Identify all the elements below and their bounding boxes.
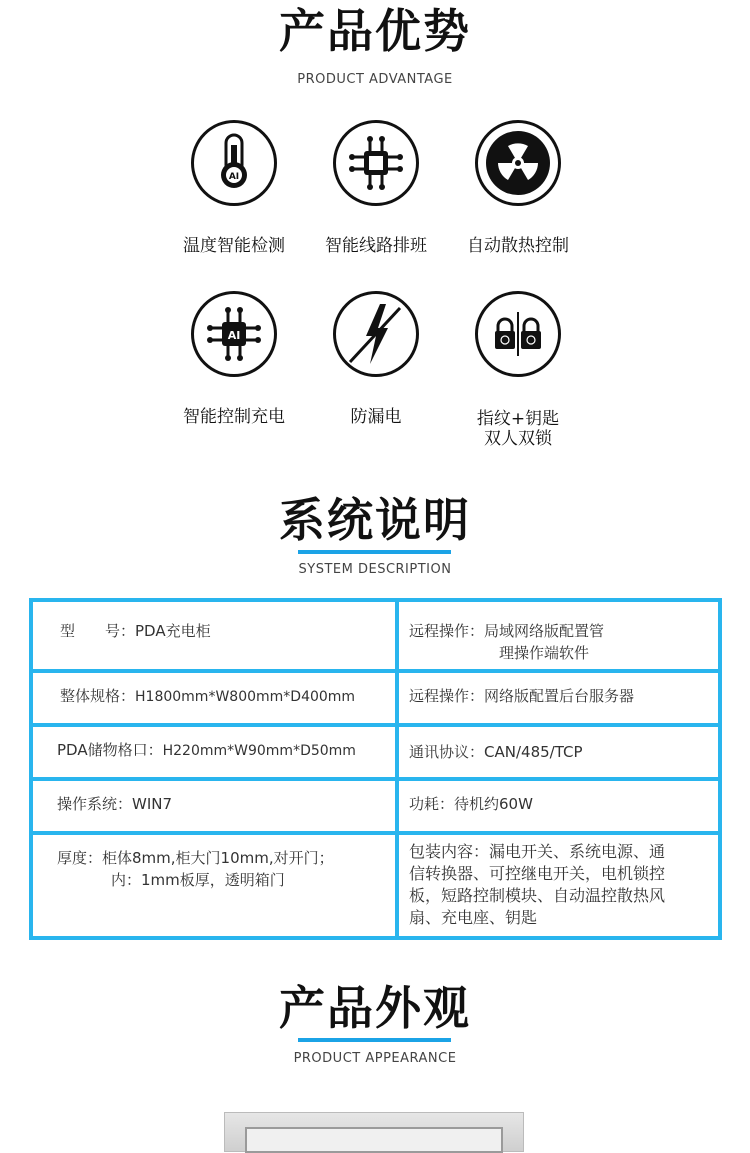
- spec-value: 局域网络版配置管: [484, 622, 605, 640]
- feature-label-line1: 指纹+钥匙: [476, 409, 560, 429]
- cabinet-door: [245, 1127, 503, 1153]
- ai-chip-icon: [191, 291, 277, 377]
- spec-value: H1800mm*W800mm*D400mm: [135, 689, 356, 705]
- feature-label: 智能线路排班: [325, 236, 427, 256]
- spec-cell: [399, 835, 718, 936]
- spec-cell: [33, 727, 395, 777]
- product-cabinet-image: [224, 1112, 524, 1152]
- spec-cell: [33, 602, 395, 669]
- spec-cell: [399, 727, 718, 777]
- fan-icon: [475, 120, 561, 206]
- advantage-subtitle: PRODUCT ADVANTAGE: [297, 72, 453, 87]
- feature-cooling: [448, 120, 588, 256]
- spec-value: WIN7: [132, 795, 173, 813]
- spec-cell: [399, 673, 718, 723]
- spec-value: CAN/485/TCP: [484, 743, 583, 761]
- spec-value-line2: 理操作端软件: [499, 644, 590, 662]
- spec-key: 操作系统：: [57, 795, 133, 813]
- thermometer-ai-icon: [191, 120, 277, 206]
- system-subtitle: SYSTEM DESCRIPTION: [298, 562, 452, 577]
- feature-label: 智能控制充电: [183, 407, 285, 427]
- feature-label: 防漏电: [350, 407, 402, 427]
- feature-label-line2: 双人双锁: [484, 429, 552, 449]
- appearance-title: 产品外观: [279, 981, 471, 1035]
- feature-label: [448, 409, 588, 449]
- spec-key: 功耗：: [409, 795, 455, 813]
- lightning-icon: [333, 291, 419, 377]
- feature-dual-lock: [448, 291, 588, 449]
- spec-key: PDA储物格口：: [57, 741, 163, 759]
- spec-key: 型 号：: [60, 622, 136, 640]
- spec-value: 网络版配置后台服务器: [484, 687, 635, 705]
- circuit-chip-icon: [333, 120, 419, 206]
- spec-table: [29, 598, 722, 940]
- feature-label: 自动散热控制: [467, 236, 569, 256]
- spec-cell: [399, 602, 718, 669]
- title-underline: [298, 1038, 451, 1042]
- appearance-subtitle: PRODUCT APPEARANCE: [293, 1051, 457, 1066]
- spec-value-line3: 板，短路控制模块、自动温控散热风: [409, 886, 666, 905]
- spec-value: 漏电开关、系统电源、通: [489, 842, 666, 861]
- spec-key: 远程操作：: [409, 622, 485, 640]
- advantage-title: 产品优势: [279, 4, 471, 58]
- spec-key: 整体规格：: [60, 687, 136, 705]
- spec-cell: [399, 781, 718, 831]
- title-underline: [298, 550, 451, 554]
- svg-text:AI: AI: [228, 172, 240, 182]
- spec-cell: [33, 781, 395, 831]
- feature-charging: [164, 291, 304, 427]
- spec-cell: [33, 673, 395, 723]
- spec-cell: [33, 835, 395, 936]
- spec-value-line2: 内：1mm板厚，透明箱门: [111, 871, 285, 889]
- system-title: 系统说明: [279, 493, 471, 547]
- spec-value: 柜体8mm,柜大门10mm,对开门；: [102, 849, 334, 867]
- spec-key: 通讯协议：: [409, 743, 485, 761]
- feature-circuit: [306, 120, 446, 256]
- spec-key: 包装内容：: [409, 842, 490, 861]
- spec-key: 远程操作：: [409, 687, 485, 705]
- spec-value-line4: 扇、充电座、钥匙: [409, 908, 538, 927]
- spec-value: PDA充电柜: [135, 622, 211, 640]
- spec-value-line2: 信转换器、可控继电开关，电机锁控: [409, 864, 666, 883]
- svg-text:AI: AI: [227, 329, 241, 342]
- dual-lock-icon: [475, 291, 561, 377]
- spec-value: H220mm*W90mm*D50mm: [162, 743, 356, 759]
- spec-value: 待机约60W: [454, 795, 533, 813]
- feature-leakage: [306, 291, 446, 427]
- spec-key: 厚度：: [57, 849, 103, 867]
- feature-label: 温度智能检测: [183, 236, 285, 256]
- feature-temperature: [164, 120, 304, 256]
